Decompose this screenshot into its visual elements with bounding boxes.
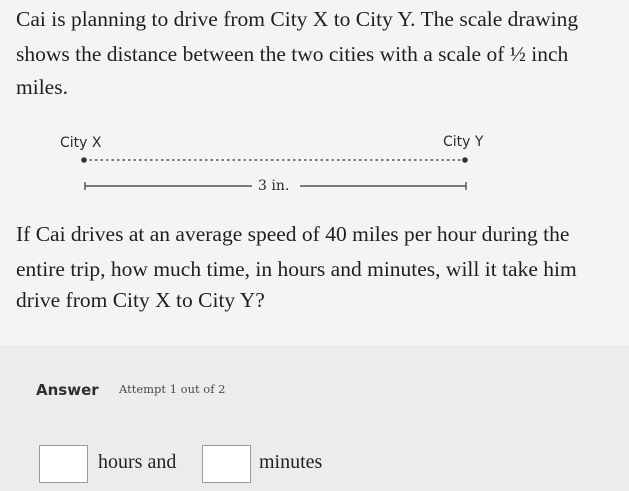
answer-title: Answer <box>36 381 99 399</box>
question-text-line-4: If Cai drives at an average speed of 40 miles per hour during the <box>16 222 570 246</box>
city-x-label: City X <box>60 135 102 151</box>
question-text-line-5: entire trip, how much time, in hours and minutes, will it take him <box>16 257 577 281</box>
city-y-label: City Y <box>443 134 484 150</box>
question-text-line-3: miles. <box>16 75 68 99</box>
attempt-counter: Attempt 1 out of 2 <box>119 382 226 396</box>
hours-label: hours and <box>98 451 177 473</box>
minutes-label: minutes <box>259 451 323 473</box>
hours-input[interactable] <box>39 445 88 483</box>
measure-label: 3 in. <box>258 178 290 194</box>
minutes-input[interactable] <box>202 445 251 483</box>
question-text-line-6: drive from City X to City Y? <box>16 288 265 312</box>
city-y-point <box>462 157 468 163</box>
answer-panel <box>0 345 629 491</box>
question-text-line-2: shows the distance between the two cities with a scale of ½ inch <box>16 42 569 66</box>
city-x-point <box>81 157 87 163</box>
question-text-line-1: Cai is planning to drive from City X to City Y. The scale drawing <box>16 7 579 31</box>
